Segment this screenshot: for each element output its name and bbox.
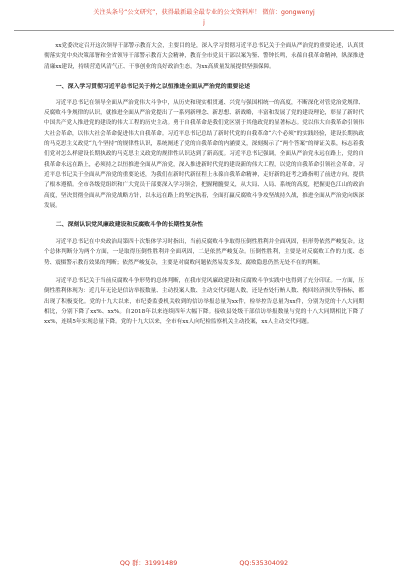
banner-line-2: j [203, 19, 205, 26]
section-1-paragraph: 习近平总书记在领导全面从严治党伟大斗争中，从历史和现实相贯通、兴党与强国相统一的高度，不断深化对管党治党规律、反腐败斗争规律的认识，就推进全面从严治党提出了一系列新理念、新思想、新战略，丰富和发展了党的建设理论，彰显了新时代中国共产党人推进党的建设的伟大工程的历史主动。勇于自我革命是我们党区别于其他政党的显著标志。党以伟大自我革命引领伟大社会革命，以伟大社会革命促进伟大自我革命。习近平总书记总结了新时代党的自我革命“六个必须”的实践经验，建设长期执政的马克思主义政党“九个坚持”的规律性认识，系统阐述了党的自我革命的内涵要义，深刻揭示了“两个答案”的辩证关系，标志着我们党对怎么样建设长期执政的马克思主义政党的规律性认识达到了新高度。习近平总书记强调，全面从严治党永远在路上，党的自我革命永远在路上，必须持之以恒推进全面从严治党，深入推进新时代党的建设新的伟大工程，以党的自我革命引领社会革命。习近平总书记关于全面从严治党的重要论述，为我们在新时代新征程上永葆自我革命精神，走好新的赶考之路指明了前进方向，提供了根本遵循。全市各级党组织和广大党员干部要深入学习领会，把握精髓要义，从大局、人局、系统的高度，把握更色江山的政治高度，坚决贯彻全面从严治党战略方针，以永远在路上的坚定执着，全面打赢反腐败斗争攻坚战持久战，推进全面从严治党向纵深发展。 [44, 99, 364, 209]
footer [14, 558, 394, 567]
header-banner [14, 8, 394, 28]
qq-text: QQ:535304092 [239, 559, 289, 567]
section-2-paragraph-2: 习近平总书记关于当前反腐败斗争形势的总体判断，在我市党风廉政建设和反腐败斗争实践中也得到了充分印证。一方面，压倒性胜利体现为：近几年无论是信访举报数量、主动投案人数、主动交代问题人数，还是查处行贿人数、挽回经济损失等指标，都出现了积极变化。党的十九大以来，市纪委监委机关收到的信访举报总量为xx件，检举控告总量为xx件，分别为党的十八大同期相比，分别下降了xx%、xx%。自2018年以来连续四年大幅下降。接收县处级干部信访举报数量与党的十八大同期相比下降了xx%，连续5年实现总量下降。党的十九大以来，全市有xx人向纪检监察机关主动投案，xx人主动交代问题。 [44, 278, 364, 326]
banner-line-1: 关注头条号“公文研究”，获得最新最全最专业的公文资料库！ 微信：gongwenyj [93, 9, 315, 16]
header-divider [14, 30, 394, 31]
intro-paragraph: xx党委决定召开这次领导干部警示教育大会，主要目的是，深入学习贯彻习近平总书记关于全面从严治党的重要论述，认真贯彻落实党中央决策部署和全省领导干部警示教育大会精神，教育全市党员干部以案为鉴、警钟长鸣，永葆自我革命精神，纵深推进清廉xx建设，持续营造风清气正、干事创业的良好政治生态，为xx高质量发展提供坚强保障。 [44, 43, 364, 70]
section-1-heading: 一、深入学习贯彻习近平总书记关于持之以恒推进全面从严治党的重要论述 [55, 83, 251, 90]
document-body [44, 41, 364, 328]
qq-group-text: QQ 群：31991489 [119, 559, 178, 567]
section-2-heading: 二、深刻认识党风廉政建设和反腐败斗争的长期性复杂性 [55, 222, 204, 229]
section-2-paragraph-1: 习近平总书记在中央政治局第四十次集体学习时指出，当前反腐败斗争取得压倒性胜利并全面巩固，但形势依然严峻复杂。这个总体判断分为两个方面，一是取得压倒性胜利并全面巩固，二是依然严峻复杂。压倒性胜利，主要是对反腐败工作的力度、态势、震慑警示教育效果的判断；依然严峻复杂，主要是对腐败问题依然易发多发、腐败隐患仍然无处不在的判断。 [44, 239, 364, 266]
